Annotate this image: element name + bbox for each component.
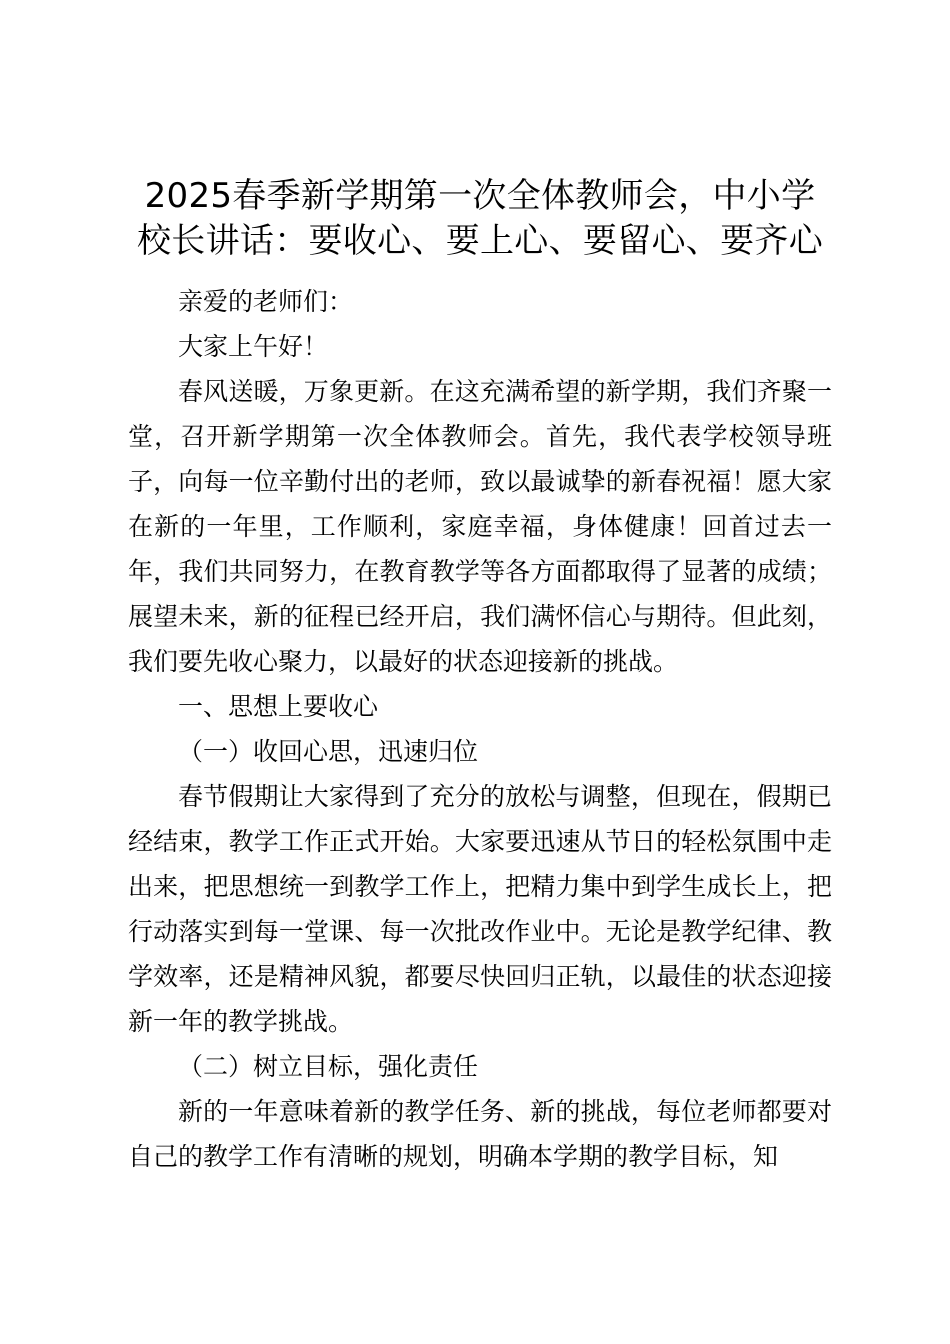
greeting: 大家上午好！ xyxy=(178,332,329,361)
document-body xyxy=(128,279,832,1179)
title-line-1: 2025春季新学期第一次全体教师会，中小学 xyxy=(144,176,816,216)
document-title xyxy=(128,174,832,264)
title-line-2: 校长讲话：要收心、要上心、要留心、要齐心 xyxy=(137,221,823,261)
subsection-heading: （一）收回心思，迅速归位 xyxy=(178,737,479,766)
body-paragraph: 春节假期让大家得到了充分的放松与调整，但现在，假期已经结束，教学工作正式开始。大家要迅速从节日的轻松氛围中走出来，把思想统一到教学工作上，把精力集中到学生成长上，把行动落实到每一堂课、每一次批改作业中。无论是教学纪律、教学效率，还是精神风貌，都要尽快回归正轨，以最佳的状态迎接新一年的教学挑战。 xyxy=(128,782,832,1036)
intro-paragraph: 春风送暖，万象更新。在这充满希望的新学期，我们齐聚一堂，召开新学期第一次全体教师会。首先，我代表学校领导班子，向每一位辛勤付出的老师，致以最诚挚的新春祝福！愿大家在新的一年里，工作顺利，家庭幸福，身体健康！回首过去一年，我们共同努力，在教育教学等各方面都取得了显著的成绩；展望未来，新的征程已经开启，我们满怀信心与期待。但此刻，我们要先收心聚力，以最好的状态迎接新的挑战。 xyxy=(128,377,832,676)
section-heading: 一、思想上要收心 xyxy=(178,692,379,721)
subsection-heading: （二）树立目标，强化责任 xyxy=(178,1052,479,1081)
body-paragraph: 新的一年意味着新的教学任务、新的挑战，每位老师都要对自己的教学工作有清晰的规划，明确本学期的教学目标，知 xyxy=(128,1097,832,1171)
salutation: 亲爱的老师们： xyxy=(178,287,354,316)
